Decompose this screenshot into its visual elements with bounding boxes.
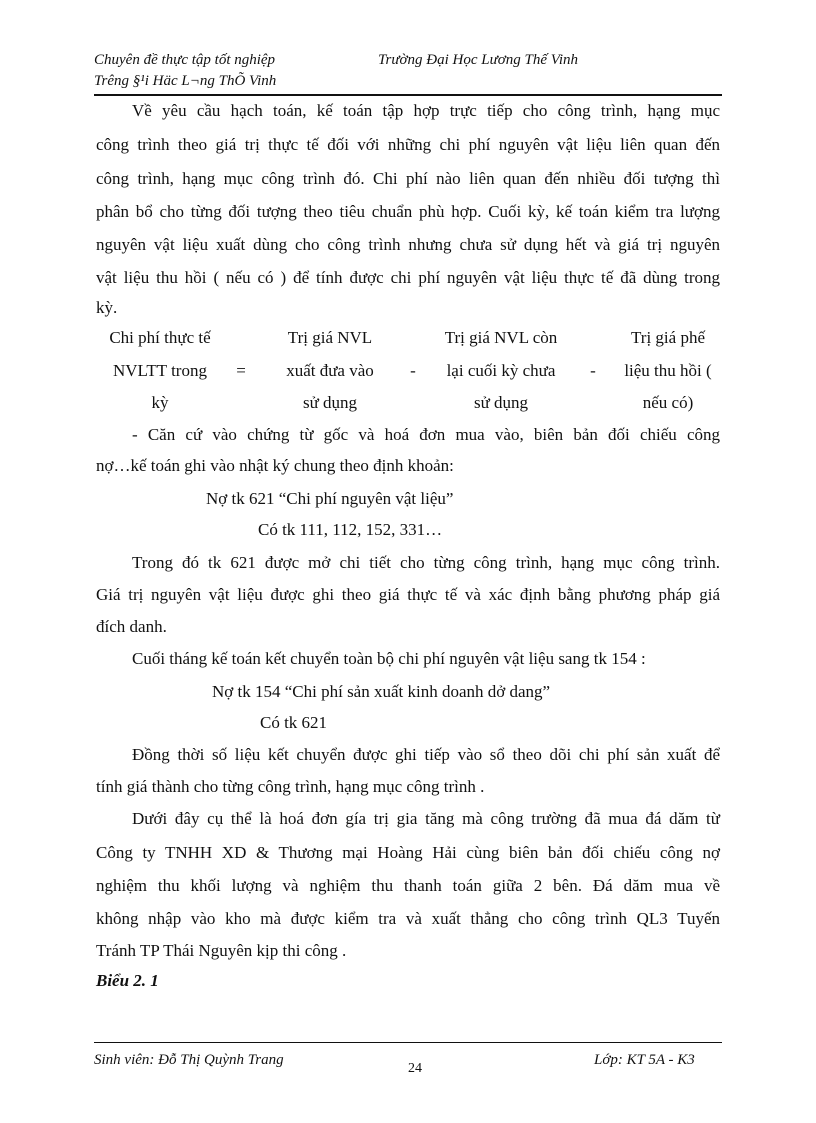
text-line: công trình theo giá trị thực tế đối với những chi phí nguyên vật liệu liên quan đến	[96, 135, 720, 154]
formula-col4-line3: nếu có)	[642, 393, 694, 412]
journal-entry-credit: Có tk 621	[260, 713, 328, 732]
text-line: công trình, hạng mục công trình đó. Chi phí nào liên quan đến nhiều đối tượng thì	[96, 169, 720, 188]
text-line: tính giá thành cho từng công trình, hạng mục công trình .	[96, 777, 485, 796]
text-line: kỳ.	[96, 298, 118, 317]
text-line: Đồng thời số liệu kết chuyển được ghi tiếp vào sổ theo dõi chi phí sản xuất để	[132, 745, 720, 764]
text-line: Về yêu cầu hạch toán, kế toán tập hợp trực tiếp cho công trình, hạng mục	[132, 101, 720, 120]
footer-class: Lớp: KT 5A - K3	[594, 1052, 695, 1068]
text-line: Công ty TNHH XD & Thương mại Hoàng Hải cùng biên bản đối chiếu công nợ	[96, 843, 720, 862]
minus-sign: -	[410, 361, 416, 380]
header-left-line1: Chuyên đề thực tập tốt nghiệp	[94, 52, 276, 68]
text-line: đích danh.	[96, 617, 167, 636]
formula-col4-line1: Trị giá phế	[631, 328, 705, 347]
text-line: Tránh TP Thái Nguyên kịp thi công .	[96, 941, 347, 960]
paragraph-4: Cuối tháng kế toán kết chuyển toàn bộ chi phí nguyên vật liệu sang tk 154 :	[132, 649, 646, 668]
page-number: 24	[408, 1061, 422, 1076]
header-rule	[94, 94, 722, 96]
formula-col3-line2: lại cuối kỳ chưa	[446, 361, 556, 380]
formula-col2-line2: xuất đưa vào	[286, 361, 374, 380]
formula-col2-line1: Trị giá NVL	[287, 328, 373, 347]
journal-entry-debit: Nợ tk 621 “Chi phí nguyên vật liệu”	[206, 489, 454, 508]
figure-caption: Biểu 2. 1	[96, 971, 159, 990]
text-line: Dưới đây cụ thể là hoá đơn gía trị gia tăng mà công trường đã mua đá dăm từ	[132, 809, 720, 828]
minus-sign: -	[590, 361, 596, 380]
formula-col4-line2: liệu thu hồi (	[624, 361, 712, 380]
header-right: Trường Đại Học Lương Thế Vinh	[378, 52, 579, 68]
formula-col1-line3: kỳ	[151, 393, 169, 412]
text-line: không nhập vào kho mà được kiểm tra và xuất thẳng cho công trình QL3 Tuyến	[96, 909, 720, 928]
text-line: Giá trị nguyên vật liệu được ghi theo giá thực tế và xác định bằng phương pháp giá	[96, 585, 720, 604]
formula-col1-line2: NVLTT trong	[113, 361, 207, 380]
text-line: nợ…kế toán ghi vào nhật ký chung theo định khoản:	[96, 456, 454, 475]
formula-col3-line3: sử dụng	[473, 393, 529, 412]
text-line: - Căn cứ vào chứng từ gốc và hoá đơn mua vào, biên bản đối chiếu công	[132, 425, 720, 444]
text-line: nghiệm thu khối lượng và nghiệm thu thanh toán giữa 2 bên. Đá dăm mua về	[96, 876, 720, 895]
header-left-line2: Trêng §¹i Häc L¬ng ThÕ Vinh	[94, 73, 277, 89]
formula-col1-line1: Chi phí thực tế	[109, 328, 211, 347]
equals-sign: =	[236, 361, 246, 380]
text-line: phân bổ cho từng đối tượng theo tiêu chuẩn phù hợp. Cuối kỳ, kế toán kiểm tra lượng	[96, 202, 720, 221]
footer-student: Sinh viên: Đỗ Thị Quỳnh Trang	[94, 1052, 284, 1068]
text-line: vật liệu thu hồi ( nếu có ) để tính được chi phí nguyên vật liệu thực tế đã dùng trong	[96, 268, 720, 287]
formula-col2-line3: sử dụng	[302, 393, 358, 412]
journal-entry-credit: Có tk 111, 112, 152, 331…	[258, 520, 443, 539]
text-line: Trong đó tk 621 được mở chi tiết cho từng công trình, hạng mục công trình.	[132, 553, 720, 572]
journal-entry-debit: Nợ tk 154 “Chi phí sản xuất kinh doanh dở dang”	[212, 682, 551, 701]
text-line: nguyên vật liệu xuất dùng cho công trình nhưng chưa sử dụng hết và giá trị nguyên	[96, 235, 720, 254]
formula-col3-line1: Trị giá NVL còn	[444, 328, 558, 347]
footer-rule	[94, 1042, 722, 1043]
